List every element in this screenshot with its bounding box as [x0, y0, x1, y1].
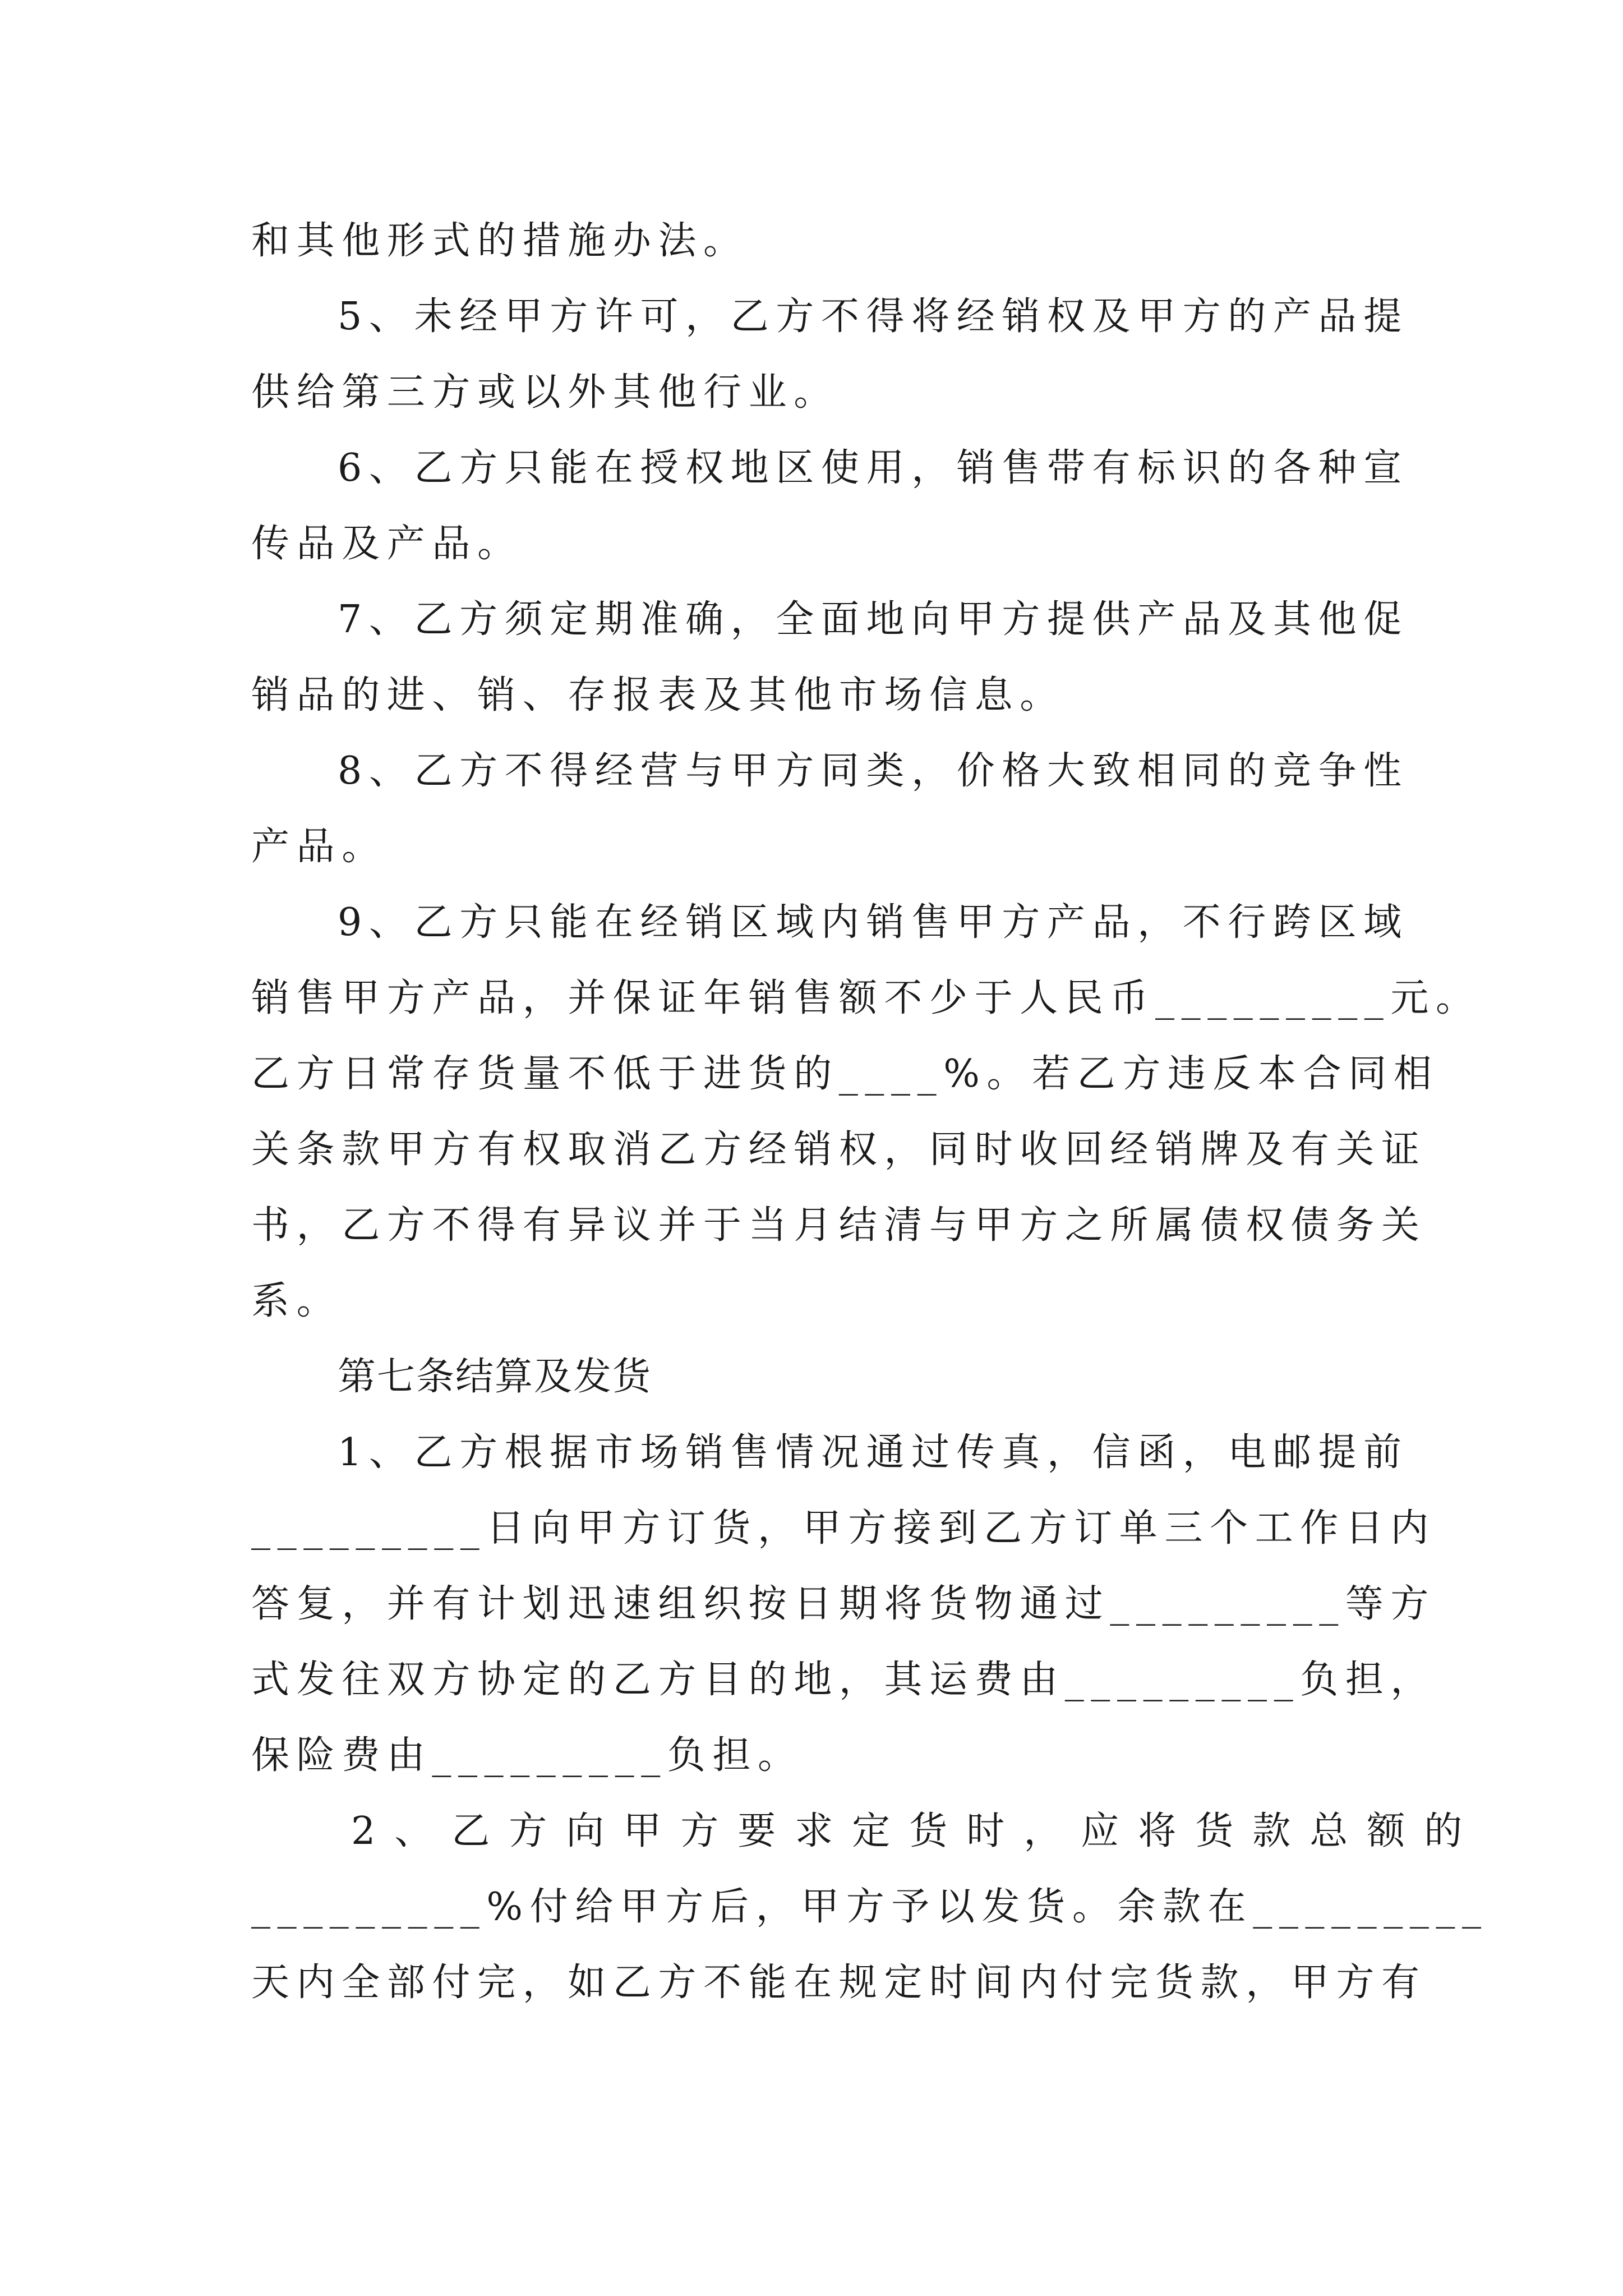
- text-line: 乙方日常存货量不低于进货的____%。若乙方违反本合同相: [251, 1052, 1439, 1096]
- document-page: [251, 203, 1488, 2021]
- settlement-clause-1: 1、乙方根据市场销售情况通过传真，信函，电邮提前: [338, 1430, 1409, 1475]
- text-line: 书，乙方不得有异议并于当月结清与甲方之所属债权债务关: [251, 1203, 1427, 1248]
- text-line: _________%付给甲方后，甲方予以发货。余款在_________: [251, 1885, 1488, 1929]
- text-line: 和其他形式的措施办法。: [251, 219, 749, 263]
- text-line: 系。: [251, 1279, 342, 1323]
- text-line: 关条款甲方有权取消乙方经销权，同时收回经销牌及有关证: [251, 1128, 1427, 1172]
- clause-5: 5、未经甲方许可，乙方不得将经销权及甲方的产品提: [338, 295, 1409, 339]
- text-line: 产品。: [251, 825, 387, 869]
- text-line: 销售甲方产品，并保证年销售额不少于人民币_________元。: [251, 976, 1481, 1020]
- text-line: 销品的进、销、存报表及其他市场信息。: [251, 673, 1065, 717]
- text-line: 传品及产品。: [251, 522, 523, 566]
- text-line: 答复，并有计划迅速组织按日期将货物通过_________等方: [251, 1582, 1436, 1626]
- text-line: 保险费由_________负担。: [251, 1733, 803, 1778]
- clause-7: 7、乙方须定期准确，全面地向甲方提供产品及其他促: [338, 597, 1409, 642]
- clause-8: 8、乙方不得经营与甲方同类，价格大致相同的竞争性: [338, 749, 1409, 793]
- text-line: _________日向甲方订货，甲方接到乙方订单三个工作日内: [251, 1506, 1436, 1550]
- settlement-clause-2: 2、乙方向甲方要求定货时，应将货款总额的: [351, 1809, 1482, 1853]
- clause-6: 6、乙方只能在授权地区使用，销售带有标识的各种宣: [338, 446, 1409, 490]
- text-line: 天内全部付完，如乙方不能在规定时间内付完货款，甲方有: [251, 1961, 1427, 2005]
- clause-9: 9、乙方只能在经销区域内销售甲方产品，不行跨区域: [338, 900, 1409, 945]
- section-heading: 第七条结算及发货: [338, 1355, 652, 1399]
- text-line: 供给第三方或以外其他行业。: [251, 370, 839, 415]
- text-line: 式发往双方协定的乙方目的地，其运费由_________负担，: [251, 1658, 1436, 1702]
